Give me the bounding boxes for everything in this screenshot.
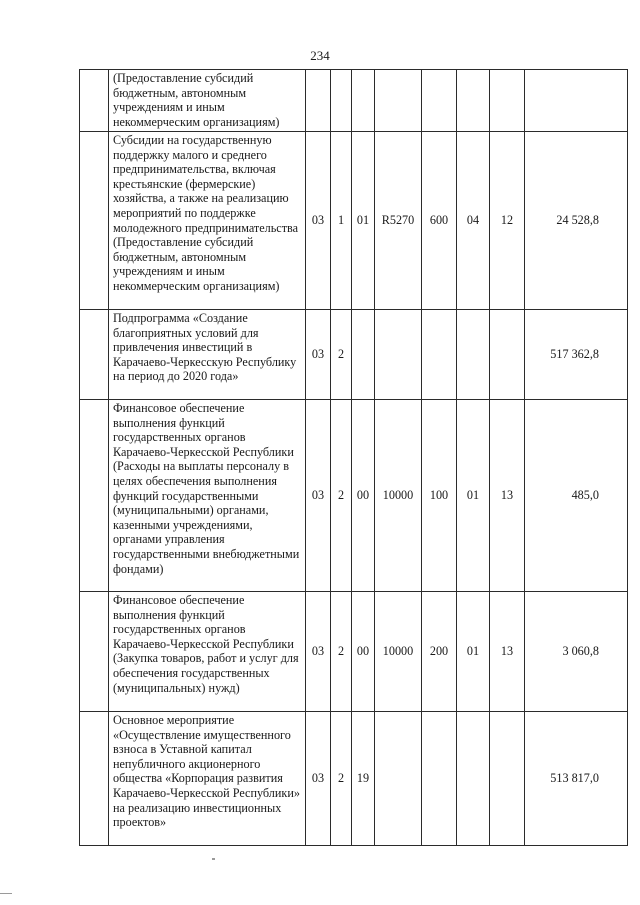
expense-type-code	[422, 310, 457, 400]
subprogram-code	[331, 70, 352, 132]
event-code: 19	[352, 712, 375, 846]
row-name: Субсидии на государственную поддержку малого и среднего предпринимательства, включая крестьянские (фермерские) хозяйства, а также на реализацию мероприятий по поддержке молодежного предпринимательства (Предоставление субсидий бюджетным, автономным учреждениям и иным некоммерческим организациям)	[109, 132, 306, 310]
event-code: 00	[352, 400, 375, 592]
row-name: Финансовое обеспечение выполнения функций государственных органов Карачаево-Черкесской Республики (Закупка товаров, работ и услуг для обеспечения государственных (муниципальных) нужд)	[109, 592, 306, 712]
event-code	[352, 310, 375, 400]
table-row	[80, 310, 628, 400]
section-code: 01	[457, 400, 490, 592]
page-number: 234	[310, 48, 330, 63]
event-code	[352, 70, 375, 132]
subsection-code: 12	[490, 132, 525, 310]
row-name: (Предоставление субсидий бюджетным, автономным учреждениям и иным некоммерческим организациям)	[109, 70, 306, 132]
subsection-code: 13	[490, 592, 525, 712]
direction-code: 10000	[375, 400, 422, 592]
row-name: Финансовое обеспечение выполнения функций государственных органов Карачаево-Черкесской Республики (Расходы на выплаты персоналу в целях обеспечения выполнения функций государственными (муниципальными) органами, казенными учреждениями, органами управления государственными внебюджетными фондами)	[109, 400, 306, 592]
program-code: 03	[306, 400, 331, 592]
expense-type-code	[422, 70, 457, 132]
event-code: 01	[352, 132, 375, 310]
section-code	[457, 712, 490, 846]
blank-cell	[80, 592, 109, 712]
amount-value: 3 060,8	[525, 592, 628, 712]
program-code: 03	[306, 132, 331, 310]
blank-cell	[80, 712, 109, 846]
section-code: 04	[457, 132, 490, 310]
program-code: 03	[306, 712, 331, 846]
direction-code	[375, 310, 422, 400]
subprogram-code: 1	[331, 132, 352, 310]
direction-code: 10000	[375, 592, 422, 712]
blank-cell	[80, 132, 109, 310]
blank-cell	[80, 70, 109, 132]
scan-artifact	[0, 893, 12, 894]
program-code: 03	[306, 592, 331, 712]
section-code	[457, 70, 490, 132]
blank-cell	[80, 400, 109, 592]
amount-value	[525, 70, 628, 132]
subprogram-code: 2	[331, 400, 352, 592]
expense-type-code: 600	[422, 132, 457, 310]
subsection-code	[490, 310, 525, 400]
section-code	[457, 310, 490, 400]
blank-cell	[80, 310, 109, 400]
table-row	[80, 70, 628, 132]
expense-type-code	[422, 712, 457, 846]
subsection-code	[490, 70, 525, 132]
subprogram-code: 2	[331, 310, 352, 400]
table-row	[80, 400, 628, 592]
budget-table	[79, 69, 628, 846]
amount-value: 517 362,8	[525, 310, 628, 400]
subsection-code: 13	[490, 400, 525, 592]
subprogram-code: 2	[331, 712, 352, 846]
direction-code	[375, 70, 422, 132]
event-code: 00	[352, 592, 375, 712]
row-name: Основное мероприятие «Осуществление имущественного взноса в Уставной капитал непубличного акционерного общества «Корпорация развития Карачаево-Черкесской Республики» на реализацию инвестиционных проектов»	[109, 712, 306, 846]
direction-code	[375, 712, 422, 846]
amount-value: 485,0	[525, 400, 628, 592]
table-row	[80, 592, 628, 712]
expense-type-code: 100	[422, 400, 457, 592]
section-code: 01	[457, 592, 490, 712]
program-code	[306, 70, 331, 132]
table-row	[80, 712, 628, 846]
expense-type-code: 200	[422, 592, 457, 712]
subsection-code	[490, 712, 525, 846]
subprogram-code: 2	[331, 592, 352, 712]
amount-value: 24 528,8	[525, 132, 628, 310]
amount-value: 513 817,0	[525, 712, 628, 846]
table-row	[80, 132, 628, 310]
program-code: 03	[306, 310, 331, 400]
row-name: Подпрограмма «Создание благоприятных условий для привлечения инвестиций в Карачаево-Черкесскую Республику на период до 2020 года»	[109, 310, 306, 400]
scan-artifact	[212, 858, 215, 860]
direction-code: R5270	[375, 132, 422, 310]
